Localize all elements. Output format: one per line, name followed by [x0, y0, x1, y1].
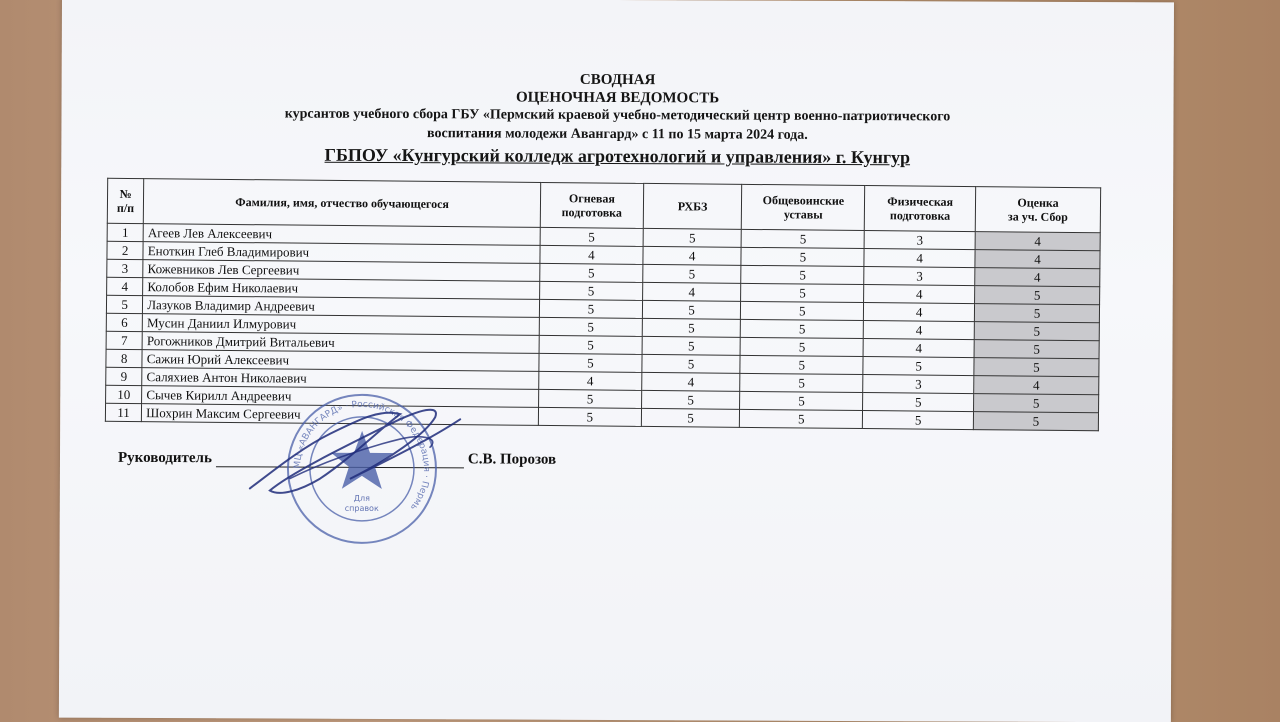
grade-total: 5	[974, 304, 1099, 323]
grade-regulations: 5	[740, 355, 863, 374]
col-header-total-bottom: за уч. Сбор	[1007, 209, 1068, 224]
doc-subtitle-line2: воспитания молодежи Авангард» с 11 по 15 марта 2024 года.	[426, 126, 808, 143]
grade-physical: 4	[863, 339, 974, 358]
grade-regulations: 5	[742, 229, 865, 248]
grade-physical: 5	[863, 393, 974, 412]
grade-fire: 4	[540, 245, 643, 264]
signature-name: С.В. Порозов	[467, 451, 557, 468]
col-header-num-bottom: п/п	[116, 200, 135, 216]
doc-title-line2: ОЦЕНОЧНАЯ ВЕДОМОСТЬ	[515, 89, 720, 107]
grade-rhbz: 5	[642, 336, 741, 355]
col-header-fire-bottom: подготовка	[561, 205, 623, 220]
row-number: 11	[105, 403, 141, 421]
student-name: Шохрин Максим Сергеевич	[142, 404, 539, 426]
grade-rhbz: 5	[642, 318, 741, 337]
row-number: 6	[106, 313, 142, 331]
col-header-rhbz: РХБЗ	[643, 183, 742, 229]
grade-rhbz: 5	[641, 390, 740, 409]
student-name: Еноткин Глеб Владимирович	[143, 242, 540, 264]
grade-regulations: 5	[741, 265, 864, 284]
grade-fire: 5	[540, 281, 643, 300]
grade-total: 5	[974, 394, 1099, 413]
student-name: Колобов Ефим Николаевич	[143, 278, 540, 300]
signature-label: Руководитель	[117, 449, 212, 467]
grade-regulations: 5	[741, 247, 864, 266]
grade-total: 4	[975, 268, 1100, 287]
col-header-phys-bottom: подготовка	[889, 208, 951, 223]
grade-rhbz: 5	[641, 408, 740, 427]
grade-fire: 5	[539, 353, 642, 372]
grade-total: 4	[975, 232, 1100, 251]
handwritten-signature	[230, 378, 491, 509]
doc-subtitle-line1: курсантов учебного сбора ГБУ «Пермский краевой учебно-методический центр военно-патриотического	[284, 106, 951, 125]
student-name: Лазуков Владимир Андреевич	[143, 296, 540, 318]
grade-fire: 4	[539, 371, 642, 390]
row-number: 3	[107, 259, 143, 277]
doc-institution: ГБПОУ «Кунгурский колледж агротехнологий и управления» г. Кунгур	[324, 144, 911, 168]
col-header-num-top: №	[119, 186, 132, 202]
grade-total: 5	[974, 322, 1099, 341]
grade-regulations: 5	[740, 391, 863, 410]
grade-fire: 5	[539, 317, 642, 336]
grade-physical: 3	[864, 231, 975, 250]
grade-total: 5	[974, 358, 1099, 377]
grade-total: 5	[974, 340, 1099, 359]
stamp-center-text-2: справок	[344, 503, 379, 513]
student-name: Агеев Лев Алексеевич	[143, 224, 540, 246]
col-header-phys-top: Физическая	[887, 194, 954, 209]
grade-fire: 5	[540, 263, 643, 282]
student-name: Сажин Юрий Алексеевич	[142, 350, 539, 372]
grade-fire: 5	[539, 389, 642, 408]
col-header-reg-top: Общевоинские	[762, 193, 845, 208]
grade-physical: 4	[864, 285, 975, 304]
col-header-fire-top: Огневая	[568, 191, 616, 206]
grade-regulations: 5	[740, 373, 863, 392]
grade-regulations: 5	[740, 409, 863, 428]
student-name: Кожевников Лев Сергеевич	[143, 260, 540, 282]
doc-title-line1: СВОДНАЯ	[579, 71, 656, 89]
grade-total: 5	[973, 412, 1098, 431]
row-number: 5	[106, 295, 142, 313]
row-number: 1	[107, 223, 143, 241]
col-header-reg-bottom: уставы	[783, 207, 823, 222]
student-name: Саляхиев Антон Николаевич	[142, 368, 539, 390]
grade-total: 4	[974, 376, 1099, 395]
grade-regulations: 5	[741, 283, 864, 302]
grade-physical: 5	[863, 357, 974, 376]
grade-fire: 5	[539, 335, 642, 354]
grade-regulations: 5	[741, 319, 864, 338]
col-header-fire	[540, 182, 643, 228]
col-header-total-top: Оценка	[1017, 195, 1059, 210]
grade-regulations: 5	[741, 301, 864, 320]
student-name: Рогожников Дмитрий Витальевич	[142, 332, 539, 354]
col-header-num	[107, 178, 144, 223]
col-header-name: Фамилия, имя, отчество обучающегося	[144, 179, 541, 228]
grade-total: 4	[975, 250, 1100, 269]
grade-physical: 3	[863, 375, 974, 394]
col-header-regulations	[742, 184, 865, 230]
grade-rhbz: 5	[643, 264, 742, 283]
row-number: 4	[107, 277, 143, 295]
row-number: 7	[106, 331, 142, 349]
grade-fire: 5	[539, 299, 642, 318]
grade-physical: 4	[864, 303, 975, 322]
stamp-ring-text: МЦ «АВАНГАРД» · Российская Федерация · Пермь	[292, 399, 431, 512]
grade-regulations: 5	[740, 337, 863, 356]
grade-rhbz: 4	[642, 282, 741, 301]
grade-physical: 4	[864, 249, 975, 268]
row-number: 2	[107, 241, 143, 259]
grade-physical: 5	[863, 411, 974, 430]
col-header-physical	[865, 186, 976, 232]
grade-fire: 5	[540, 227, 643, 246]
row-number: 10	[106, 385, 142, 403]
grade-fire: 5	[538, 407, 641, 426]
grade-rhbz: 5	[642, 354, 741, 373]
grade-physical: 4	[864, 321, 975, 340]
stamp-center-text-1: Для	[353, 493, 370, 503]
col-header-total	[975, 187, 1100, 233]
document-sheet	[59, 0, 1174, 722]
grade-rhbz: 4	[641, 372, 740, 391]
grade-physical: 3	[864, 267, 975, 286]
row-number: 8	[106, 349, 142, 367]
grade-rhbz: 5	[643, 228, 742, 247]
student-name: Сычев Кирилл Андреевич	[142, 386, 539, 408]
row-number: 9	[106, 367, 142, 385]
student-name: Мусин Даниил Илмурович	[142, 314, 539, 336]
grade-total: 5	[975, 286, 1100, 305]
grade-rhbz: 4	[643, 246, 742, 265]
grade-rhbz: 5	[642, 300, 741, 319]
